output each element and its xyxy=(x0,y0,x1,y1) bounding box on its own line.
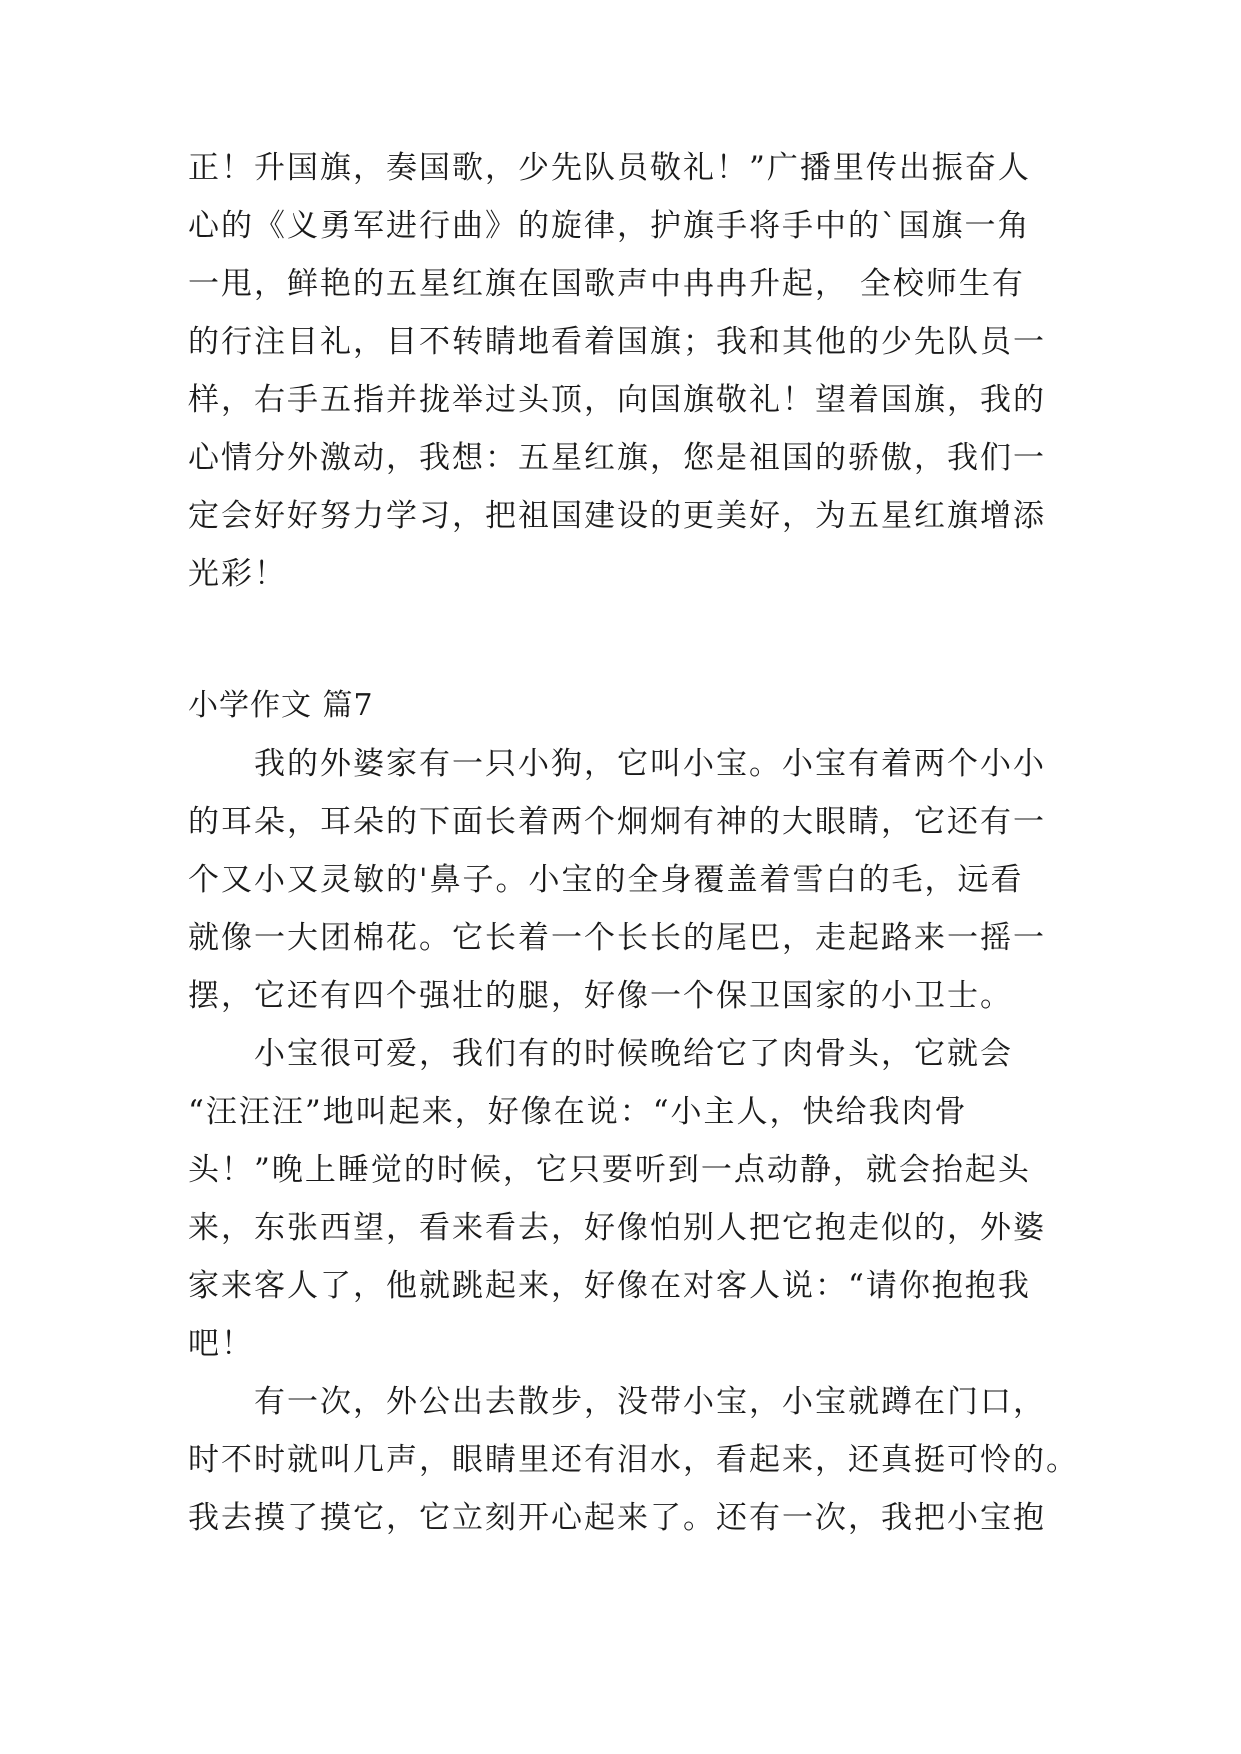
text-line: “汪汪汪”地叫起来，好像在说：“小主人，快给我肉骨 xyxy=(188,1094,968,1130)
text-line: 正！升国旗，奏国歌，少先队员敬礼！”广播里传出振奋人 xyxy=(188,150,1031,186)
text-line: 的耳朵，耳朵的下面长着两个炯炯有神的大眼睛，它还有一 xyxy=(188,804,1046,840)
text-line: 小宝很可爱，我们有的时候晚给它了肉骨头，它就会 xyxy=(188,1036,1013,1072)
text-line: 一甩，鲜艳的五星红旗在国歌声中冉冉升起， 全校师生有 xyxy=(188,266,1025,302)
text-line: 头！”晚上睡觉的时候，它只要听到一点动静，就会抬起头 xyxy=(188,1152,1031,1188)
text-line: 心的《义勇军进行曲》的旋律，护旗手将手中的`国旗一角 xyxy=(188,208,1031,244)
essay-body xyxy=(188,735,1079,1547)
text-line: 我的外婆家有一只小狗，它叫小宝。小宝有着两个小小 xyxy=(188,746,1046,782)
text-line: 就像一大团棉花。它长着一个长长的尾巴，走起路来一摇一 xyxy=(188,920,1046,956)
text-line: 个又小又灵敏的'鼻子。小宝的全身覆盖着雪白的毛，远看 xyxy=(188,862,1024,898)
text-line: 家来客人了，他就跳起来，好像在对客人说：“请你抱抱我 xyxy=(188,1268,1031,1304)
text-line: 摆，它还有四个强壮的腿，好像一个保卫国家的小卫士。 xyxy=(188,978,1013,1014)
text-line: 来，东张西望，看来看去，好像怕别人把它抱走似的，外婆 xyxy=(188,1210,1046,1246)
text-line: 我去摸了摸它，它立刻开心起来了。还有一次，我把小宝抱 xyxy=(188,1500,1046,1536)
section-heading: 小学作文 篇7 xyxy=(188,688,374,723)
text-line: 的行注目礼，目不转睛地看着国旗；我和其他的少先队员一 xyxy=(188,324,1046,360)
paragraph-flag-raising xyxy=(188,139,1048,603)
text-line: 光彩！ xyxy=(188,556,287,592)
section-heading-block xyxy=(188,677,1048,735)
text-line: 心情分外激动，我想：五星红旗，您是祖国的骄傲，我们一 xyxy=(188,440,1046,476)
text-line: 有一次，外公出去散步，没带小宝，小宝就蹲在门口， xyxy=(188,1384,1046,1420)
text-line: 吧！ xyxy=(188,1326,254,1362)
text-line: 样，右手五指并拢举过头顶，向国旗敬礼！望着国旗，我的 xyxy=(188,382,1046,418)
text-line: 定会好好努力学习，把祖国建设的更美好，为五星红旗增添 xyxy=(188,498,1046,534)
text-line: 时不时就叫几声，眼睛里还有泪水，看起来，还真挺可怜的。 xyxy=(188,1442,1079,1478)
